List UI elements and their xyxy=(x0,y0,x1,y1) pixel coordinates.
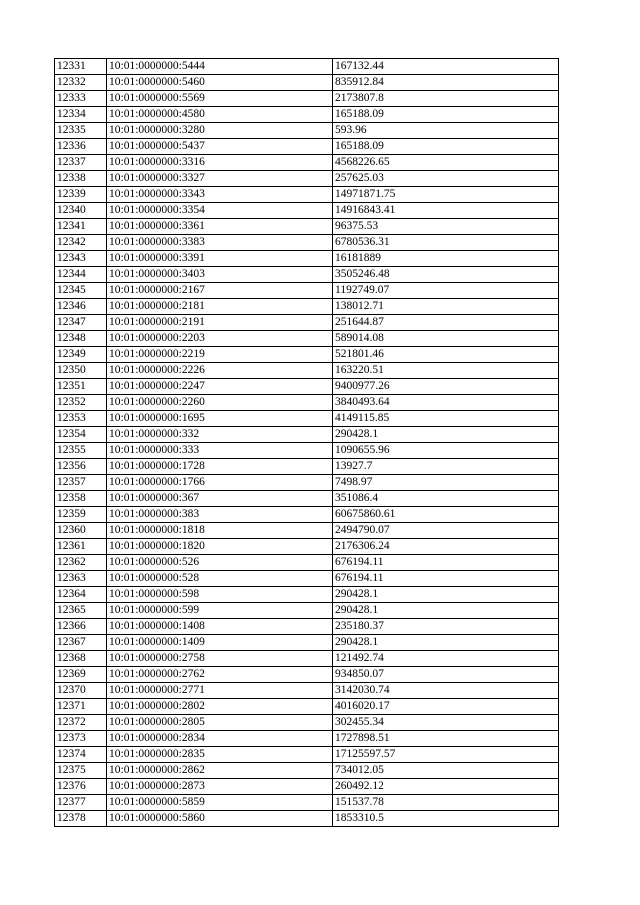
table-row xyxy=(55,219,559,235)
value-cell: 4568226.65 xyxy=(333,155,559,171)
row-number-cell: 12365 xyxy=(55,603,107,619)
value-cell: 593.96 xyxy=(333,123,559,139)
value-cell: 235180.37 xyxy=(333,619,559,635)
value-cell: 151537.78 xyxy=(333,795,559,811)
table-row xyxy=(55,427,559,443)
table-row xyxy=(55,395,559,411)
table-row xyxy=(55,347,559,363)
row-number-cell: 12335 xyxy=(55,123,107,139)
value-cell: 1727898.51 xyxy=(333,731,559,747)
cadastral-number-cell: 10:01:0000000:3391 xyxy=(107,251,333,267)
row-number-cell: 12366 xyxy=(55,619,107,635)
value-cell: 121492.74 xyxy=(333,651,559,667)
value-cell: 1192749.07 xyxy=(333,283,559,299)
row-number-cell: 12347 xyxy=(55,315,107,331)
table-row xyxy=(55,747,559,763)
table-row xyxy=(55,571,559,587)
row-number-cell: 12370 xyxy=(55,683,107,699)
row-number-cell: 12371 xyxy=(55,699,107,715)
table-row xyxy=(55,331,559,347)
row-number-cell: 12352 xyxy=(55,395,107,411)
row-number-cell: 12353 xyxy=(55,411,107,427)
table-row xyxy=(55,459,559,475)
row-number-cell: 12350 xyxy=(55,363,107,379)
table-row xyxy=(55,491,559,507)
cadastral-number-cell: 10:01:0000000:332 xyxy=(107,427,333,443)
cadastral-number-cell: 10:01:0000000:5437 xyxy=(107,139,333,155)
cadastral-number-cell: 10:01:0000000:5569 xyxy=(107,91,333,107)
table-row xyxy=(55,795,559,811)
table-row xyxy=(55,523,559,539)
table-row xyxy=(55,683,559,699)
row-number-cell: 12375 xyxy=(55,763,107,779)
cadastral-number-cell: 10:01:0000000:2219 xyxy=(107,347,333,363)
table-row xyxy=(55,75,559,91)
row-number-cell: 12334 xyxy=(55,107,107,123)
cadastral-number-cell: 10:01:0000000:2771 xyxy=(107,683,333,699)
value-cell: 257625.03 xyxy=(333,171,559,187)
value-cell: 4149115.85 xyxy=(333,411,559,427)
row-number-cell: 12354 xyxy=(55,427,107,443)
table-row xyxy=(55,699,559,715)
value-cell: 260492.12 xyxy=(333,779,559,795)
value-cell: 3142030.74 xyxy=(333,683,559,699)
cadastral-number-cell: 10:01:0000000:528 xyxy=(107,571,333,587)
cadastral-number-cell: 10:01:0000000:1820 xyxy=(107,539,333,555)
table-row xyxy=(55,779,559,795)
value-cell: 6780536.31 xyxy=(333,235,559,251)
cadastral-number-cell: 10:01:0000000:526 xyxy=(107,555,333,571)
cadastral-number-cell: 10:01:0000000:2758 xyxy=(107,651,333,667)
row-number-cell: 12360 xyxy=(55,523,107,539)
cadastral-number-cell: 10:01:0000000:2191 xyxy=(107,315,333,331)
table-row xyxy=(55,731,559,747)
table-body xyxy=(55,59,559,827)
table-row xyxy=(55,267,559,283)
cadastral-number-cell: 10:01:0000000:2835 xyxy=(107,747,333,763)
table-row xyxy=(55,251,559,267)
cadastral-number-cell: 10:01:0000000:5460 xyxy=(107,75,333,91)
value-cell: 14916843.41 xyxy=(333,203,559,219)
cadastral-number-cell: 10:01:0000000:1818 xyxy=(107,523,333,539)
row-number-cell: 12346 xyxy=(55,299,107,315)
value-cell: 1853310.5 xyxy=(333,811,559,827)
value-cell: 835912.84 xyxy=(333,75,559,91)
table-row xyxy=(55,587,559,603)
value-cell: 251644.87 xyxy=(333,315,559,331)
table-row xyxy=(55,539,559,555)
value-cell: 676194.11 xyxy=(333,555,559,571)
table-row xyxy=(55,171,559,187)
table-row xyxy=(55,667,559,683)
table-row xyxy=(55,635,559,651)
table-row xyxy=(55,379,559,395)
row-number-cell: 12356 xyxy=(55,459,107,475)
row-number-cell: 12342 xyxy=(55,235,107,251)
cadastral-number-cell: 10:01:0000000:2247 xyxy=(107,379,333,395)
cadastral-number-cell: 10:01:0000000:4580 xyxy=(107,107,333,123)
row-number-cell: 12358 xyxy=(55,491,107,507)
value-cell: 167132.44 xyxy=(333,59,559,75)
value-cell: 2176306.24 xyxy=(333,539,559,555)
cadastral-number-cell: 10:01:0000000:2181 xyxy=(107,299,333,315)
row-number-cell: 12368 xyxy=(55,651,107,667)
value-cell: 60675860.61 xyxy=(333,507,559,523)
cadastral-number-cell: 10:01:0000000:2260 xyxy=(107,395,333,411)
value-cell: 290428.1 xyxy=(333,635,559,651)
value-cell: 3840493.64 xyxy=(333,395,559,411)
cadastral-number-cell: 10:01:0000000:2862 xyxy=(107,763,333,779)
table-row xyxy=(55,475,559,491)
value-cell: 290428.1 xyxy=(333,603,559,619)
row-number-cell: 12332 xyxy=(55,75,107,91)
row-number-cell: 12336 xyxy=(55,139,107,155)
value-cell: 16181889 xyxy=(333,251,559,267)
cadastral-number-cell: 10:01:0000000:2802 xyxy=(107,699,333,715)
cadastral-number-cell: 10:01:0000000:1728 xyxy=(107,459,333,475)
cadastral-number-cell: 10:01:0000000:1408 xyxy=(107,619,333,635)
table-row xyxy=(55,123,559,139)
table-row xyxy=(55,59,559,75)
value-cell: 934850.07 xyxy=(333,667,559,683)
cadastral-number-cell: 10:01:0000000:3354 xyxy=(107,203,333,219)
value-cell: 351086.4 xyxy=(333,491,559,507)
cadastral-number-cell: 10:01:0000000:3383 xyxy=(107,235,333,251)
table-row xyxy=(55,443,559,459)
value-cell: 4016020.17 xyxy=(333,699,559,715)
value-cell: 290428.1 xyxy=(333,427,559,443)
row-number-cell: 12340 xyxy=(55,203,107,219)
row-number-cell: 12377 xyxy=(55,795,107,811)
table-row xyxy=(55,763,559,779)
table-row xyxy=(55,107,559,123)
value-cell: 13927.7 xyxy=(333,459,559,475)
value-cell: 2173807.8 xyxy=(333,91,559,107)
table-row xyxy=(55,507,559,523)
table-row xyxy=(55,411,559,427)
cadastral-number-cell: 10:01:0000000:2226 xyxy=(107,363,333,379)
cadastral-number-cell: 10:01:0000000:2762 xyxy=(107,667,333,683)
cadastral-number-cell: 10:01:0000000:598 xyxy=(107,587,333,603)
value-cell: 734012.05 xyxy=(333,763,559,779)
table-row xyxy=(55,91,559,107)
cadastral-number-cell: 10:01:0000000:333 xyxy=(107,443,333,459)
cadastral-number-cell: 10:01:0000000:3316 xyxy=(107,155,333,171)
value-cell: 163220.51 xyxy=(333,363,559,379)
value-cell: 165188.09 xyxy=(333,107,559,123)
row-number-cell: 12367 xyxy=(55,635,107,651)
row-number-cell: 12369 xyxy=(55,667,107,683)
table-row xyxy=(55,203,559,219)
cadastral-number-cell: 10:01:0000000:1409 xyxy=(107,635,333,651)
cadastral-number-cell: 10:01:0000000:367 xyxy=(107,491,333,507)
value-cell: 96375.53 xyxy=(333,219,559,235)
table-row xyxy=(55,283,559,299)
value-cell: 3505246.48 xyxy=(333,267,559,283)
row-number-cell: 12363 xyxy=(55,571,107,587)
value-cell: 1090655.96 xyxy=(333,443,559,459)
cadastral-number-cell: 10:01:0000000:5860 xyxy=(107,811,333,827)
cadastral-number-cell: 10:01:0000000:599 xyxy=(107,603,333,619)
value-cell: 7498.97 xyxy=(333,475,559,491)
row-number-cell: 12333 xyxy=(55,91,107,107)
row-number-cell: 12349 xyxy=(55,347,107,363)
value-cell: 138012.71 xyxy=(333,299,559,315)
row-number-cell: 12362 xyxy=(55,555,107,571)
row-number-cell: 12376 xyxy=(55,779,107,795)
table-row xyxy=(55,299,559,315)
cadastral-number-cell: 10:01:0000000:2167 xyxy=(107,283,333,299)
cadastral-number-cell: 10:01:0000000:5859 xyxy=(107,795,333,811)
row-number-cell: 12359 xyxy=(55,507,107,523)
cadastral-number-cell: 10:01:0000000:3343 xyxy=(107,187,333,203)
table-row xyxy=(55,363,559,379)
row-number-cell: 12339 xyxy=(55,187,107,203)
cadastral-number-cell: 10:01:0000000:2203 xyxy=(107,331,333,347)
cadastral-number-cell: 10:01:0000000:3361 xyxy=(107,219,333,235)
row-number-cell: 12345 xyxy=(55,283,107,299)
table-row xyxy=(55,187,559,203)
cadastral-number-cell: 10:01:0000000:2873 xyxy=(107,779,333,795)
row-number-cell: 12361 xyxy=(55,539,107,555)
cadastral-number-cell: 10:01:0000000:3280 xyxy=(107,123,333,139)
value-cell: 2494790.07 xyxy=(333,523,559,539)
cadastral-number-cell: 10:01:0000000:3327 xyxy=(107,171,333,187)
row-number-cell: 12378 xyxy=(55,811,107,827)
cadastral-number-cell: 10:01:0000000:1695 xyxy=(107,411,333,427)
data-table xyxy=(54,58,559,827)
table-row xyxy=(55,139,559,155)
table-row xyxy=(55,651,559,667)
value-cell: 521801.46 xyxy=(333,347,559,363)
table-row xyxy=(55,555,559,571)
value-cell: 14971871.75 xyxy=(333,187,559,203)
table-row xyxy=(55,603,559,619)
row-number-cell: 12373 xyxy=(55,731,107,747)
row-number-cell: 12338 xyxy=(55,171,107,187)
row-number-cell: 12364 xyxy=(55,587,107,603)
table-row xyxy=(55,715,559,731)
table-row xyxy=(55,811,559,827)
value-cell: 165188.09 xyxy=(333,139,559,155)
table-row xyxy=(55,619,559,635)
row-number-cell: 12341 xyxy=(55,219,107,235)
value-cell: 290428.1 xyxy=(333,587,559,603)
value-cell: 589014.08 xyxy=(333,331,559,347)
row-number-cell: 12357 xyxy=(55,475,107,491)
value-cell: 17125597.57 xyxy=(333,747,559,763)
row-number-cell: 12372 xyxy=(55,715,107,731)
cadastral-number-cell: 10:01:0000000:2805 xyxy=(107,715,333,731)
table-row xyxy=(55,235,559,251)
row-number-cell: 12343 xyxy=(55,251,107,267)
cadastral-number-cell: 10:01:0000000:3403 xyxy=(107,267,333,283)
cadastral-number-cell: 10:01:0000000:383 xyxy=(107,507,333,523)
cadastral-number-cell: 10:01:0000000:1766 xyxy=(107,475,333,491)
row-number-cell: 12344 xyxy=(55,267,107,283)
table-row xyxy=(55,315,559,331)
row-number-cell: 12348 xyxy=(55,331,107,347)
row-number-cell: 12351 xyxy=(55,379,107,395)
value-cell: 676194.11 xyxy=(333,571,559,587)
row-number-cell: 12355 xyxy=(55,443,107,459)
row-number-cell: 12374 xyxy=(55,747,107,763)
table-row xyxy=(55,155,559,171)
row-number-cell: 12337 xyxy=(55,155,107,171)
row-number-cell: 12331 xyxy=(55,59,107,75)
value-cell: 9400977.26 xyxy=(333,379,559,395)
cadastral-number-cell: 10:01:0000000:5444 xyxy=(107,59,333,75)
cadastral-number-cell: 10:01:0000000:2834 xyxy=(107,731,333,747)
value-cell: 302455.34 xyxy=(333,715,559,731)
